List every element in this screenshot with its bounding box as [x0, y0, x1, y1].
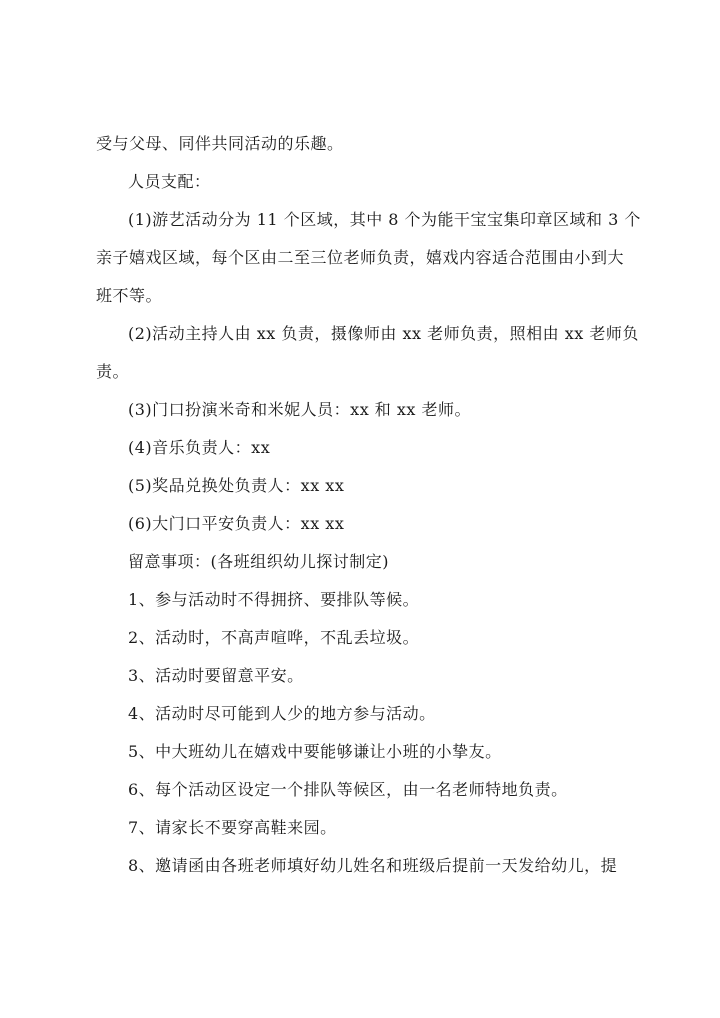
list-item: 4、活动时尽可能到人少的地方参与活动。: [128, 704, 436, 723]
list-item: 6、每个活动区设定一个排队等候区，由一名老师特地负责。: [128, 780, 568, 799]
list-item: 8、邀请函由各班老师填好幼儿姓名和班级后提前一天发给幼儿，提: [128, 856, 618, 875]
section-heading-notes: 留意事项：(各班组织幼儿探讨制定): [128, 552, 389, 571]
text-line: (1)游艺活动分为 11 个区域，其中 8 个为能干宝宝集印章区域和 3 个: [128, 210, 641, 229]
list-item: 1、参与活动时不得拥挤、要排队等候。: [128, 590, 420, 609]
text-line: 责。: [96, 362, 130, 381]
text-line: (5)奖品兑换处负责人：xx xx: [128, 476, 345, 495]
list-item: 2、活动时，不高声喧哗，不乱丢垃圾。: [128, 628, 420, 647]
text-line: (2)活动主持人由 xx 负责，摄像师由 xx 老师负责，照相由 xx 老师负: [128, 324, 639, 343]
text-line: 班不等。: [96, 286, 163, 305]
list-item: 5、中大班幼儿在嬉戏中要能够谦让小班的小挚友。: [128, 742, 502, 761]
list-item: 7、请家长不要穿高鞋来园。: [128, 818, 337, 837]
text-line: (3)门口扮演米奇和米妮人员：xx 和 xx 老师。: [128, 400, 472, 419]
section-heading-staff: 人员支配：: [128, 172, 211, 191]
text-line: (4)音乐负责人：xx: [128, 438, 271, 457]
text-line: 受与父母、同伴共同活动的乐趣。: [96, 134, 344, 153]
text-line: 亲子嬉戏区域，每个区由二至三位老师负责，嬉戏内容适合范围由小到大: [96, 248, 625, 267]
list-item: 3、活动时要留意平安。: [128, 666, 304, 685]
text-line: (6)大门口平安负责人：xx xx: [128, 514, 345, 533]
